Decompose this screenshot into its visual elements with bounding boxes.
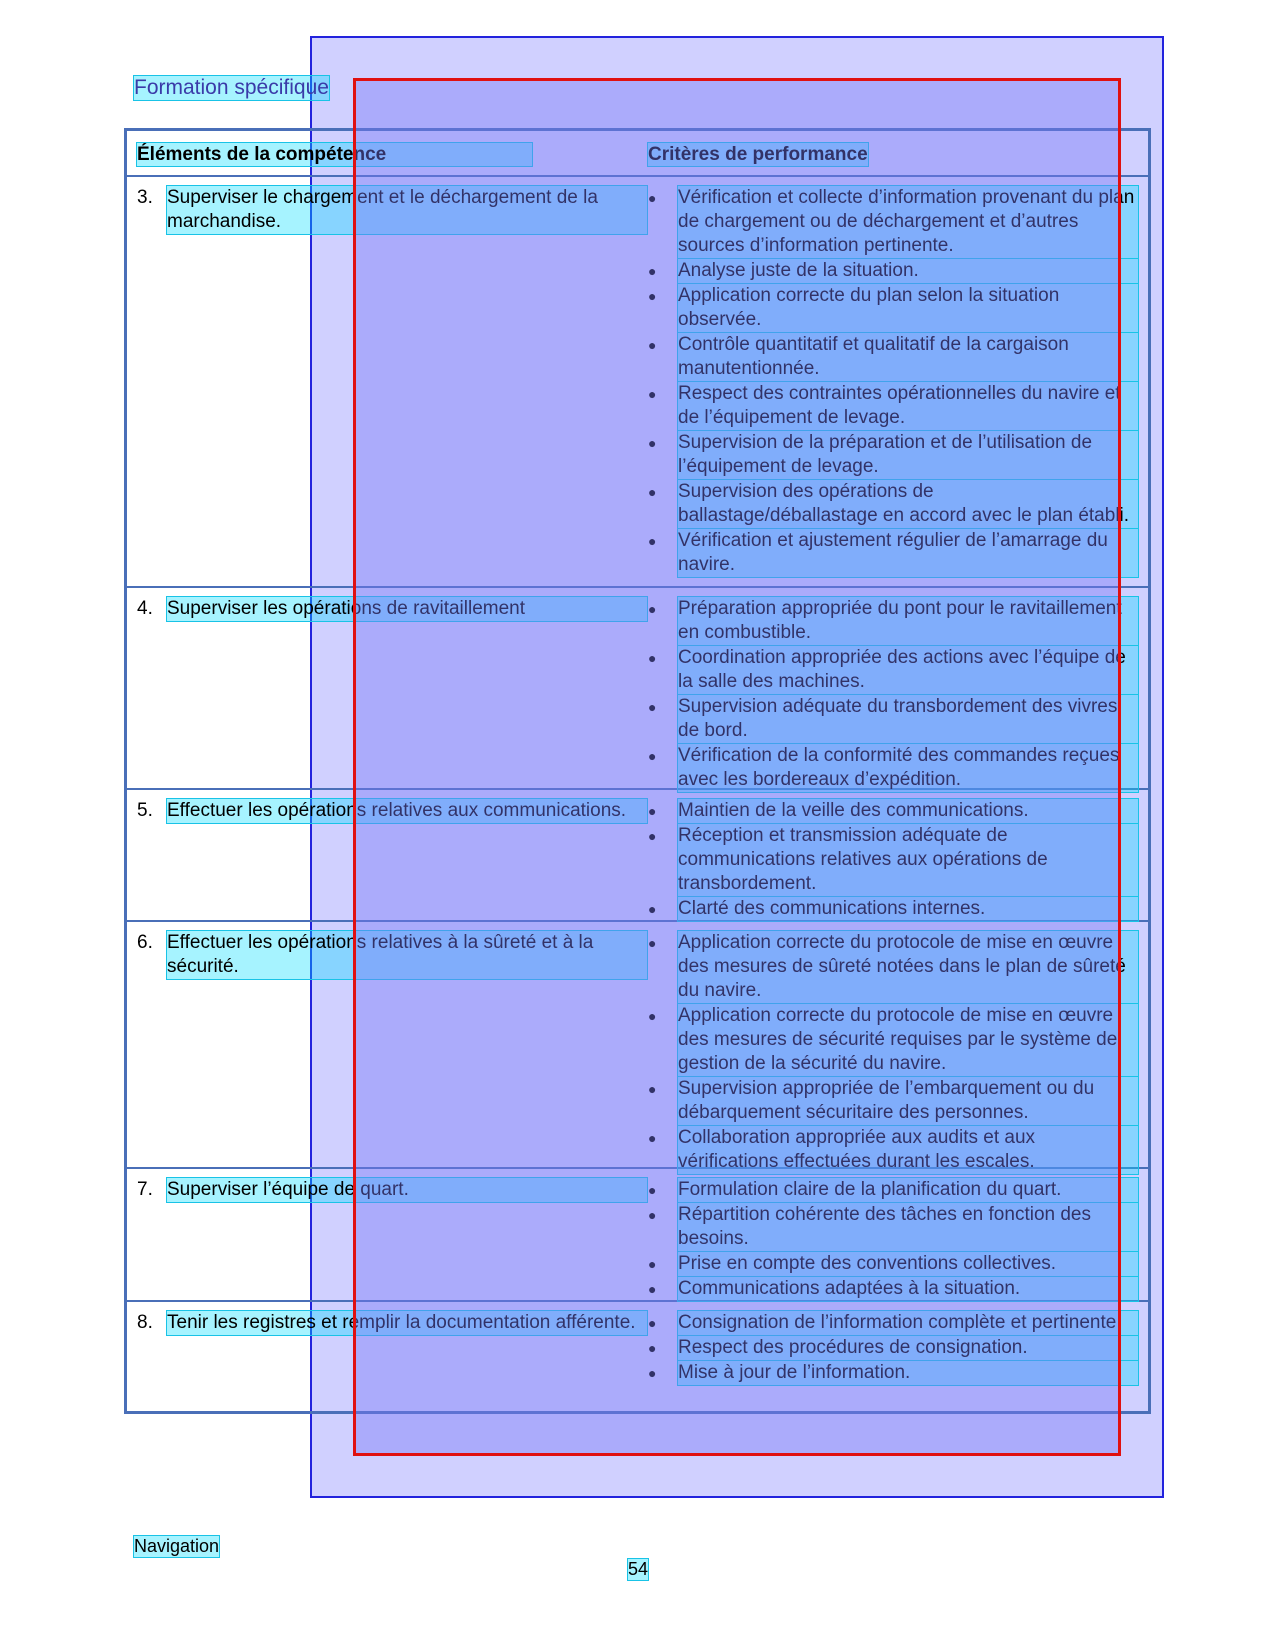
criterion-text: Prise en compte des conventions collectives. [678, 1252, 1138, 1276]
bullet-icon: ● [648, 601, 657, 617]
criterion-text: Maintien de la veille des communications. [678, 799, 1138, 823]
bullet-icon: ● [648, 828, 657, 844]
bullet-icon: ● [648, 699, 657, 715]
element-number: 4. [137, 598, 153, 619]
bullet-icon: ● [648, 386, 657, 402]
element-number: 3. [137, 187, 153, 208]
criterion-text: Supervision adéquate du transbordement des vivres de bord. [678, 695, 1138, 743]
bullet-icon: ● [648, 1008, 657, 1024]
header-elements: Éléments de la compétence [137, 143, 532, 166]
section-title: Formation spécifique [134, 76, 329, 99]
criterion-text: Formulation claire de la planification du quart. [678, 1178, 1138, 1202]
element-text: Superviser le chargement et le déchargement de la marchandise. [167, 186, 647, 234]
criterion-text: Supervision des opérations de ballastage/déballastage en accord avec le plan établi. [678, 480, 1138, 528]
element-number: 5. [137, 800, 153, 821]
criterion-text: Supervision de la préparation et de l’utilisation de l’équipement de levage. [678, 431, 1138, 479]
bullet-icon: ● [648, 748, 657, 764]
bullet-icon: ● [648, 533, 657, 549]
bullet-icon: ● [648, 1281, 657, 1297]
bullet-icon: ● [648, 1315, 657, 1331]
criterion-text: Communications adaptées à la situation. [678, 1277, 1138, 1301]
element-text: Tenir les registres et remplir la documentation afférente. [167, 1311, 647, 1335]
criterion-text: Application correcte du protocole de mise en œuvre des mesures de sûreté notées dans le plan de sûreté du navire. [678, 931, 1138, 1003]
selection-overlay-inner [353, 78, 1121, 1456]
element-text: Effectuer les opérations relatives à la sûreté et à la sécurité. [167, 931, 647, 979]
bullet-icon: ● [648, 288, 657, 304]
criterion-text: Clarté des communications internes. [678, 897, 1138, 921]
criterion-text: Mise à jour de l’information. [678, 1361, 1138, 1385]
bullet-icon: ● [648, 803, 657, 819]
bullet-icon: ● [648, 935, 657, 951]
header-criteria: Critères de performance [648, 144, 868, 165]
criterion-text: Consignation de l’information complète et pertinente. [678, 1311, 1138, 1335]
criterion-text: Application correcte du plan selon la situation observée. [678, 284, 1138, 332]
criterion-text: Supervision appropriée de l’embarquement ou du débarquement sécuritaire des personnes. [678, 1077, 1138, 1125]
criterion-text: Préparation appropriée du pont pour le ravitaillement en combustible. [678, 597, 1138, 645]
criterion-text: Vérification et ajustement régulier de l’amarrage du navire. [678, 529, 1138, 577]
criterion-text: Coordination appropriée des actions avec l’équipe de la salle des machines. [678, 646, 1138, 694]
bullet-icon: ● [648, 1340, 657, 1356]
criterion-text: Vérification de la conformité des commandes reçues avec les bordereaux d’expédition. [678, 744, 1138, 792]
element-text: Effectuer les opérations relatives aux communications. [167, 799, 647, 823]
bullet-icon: ● [648, 263, 657, 279]
criterion-text: Répartition cohérente des tâches en fonction des besoins. [678, 1203, 1138, 1251]
criterion-text: Respect des contraintes opérationnelles du navire et de l’équipement de levage. [678, 382, 1138, 430]
bullet-icon: ● [648, 1182, 657, 1198]
bullet-icon: ● [648, 901, 657, 917]
criterion-text: Contrôle quantitatif et qualitatif de la cargaison manutentionnée. [678, 333, 1138, 381]
bullet-icon: ● [648, 1130, 657, 1146]
page-number: 54 [628, 1559, 649, 1579]
bullet-icon: ● [648, 337, 657, 353]
element-number: 6. [137, 932, 153, 953]
criterion-text: Application correcte du protocole de mise en œuvre des mesures de sécurité requises par le système de gestion de la sécurité du navire. [678, 1004, 1138, 1076]
criterion-text: Réception et transmission adéquate de communications relatives aux opérations de transbordement. [678, 824, 1138, 896]
element-text: Superviser les opérations de ravitaillement [167, 597, 647, 621]
bullet-icon: ● [648, 650, 657, 666]
bullet-icon: ● [648, 1081, 657, 1097]
bullet-icon: ● [648, 484, 657, 500]
element-text: Superviser l’équipe de quart. [167, 1178, 647, 1202]
criterion-text: Collaboration appropriée aux audits et aux vérifications effectuées durant les escales. [678, 1126, 1138, 1174]
navigation-link[interactable]: Navigation [134, 1536, 220, 1556]
element-number: 7. [137, 1179, 153, 1200]
bullet-icon: ● [648, 1365, 657, 1381]
bullet-icon: ● [648, 435, 657, 451]
criterion-text: Respect des procédures de consignation. [678, 1336, 1138, 1360]
bullet-icon: ● [648, 1256, 657, 1272]
criterion-text: Vérification et collecte d’information provenant du plan de chargement ou de déchargement et d’autres sources d’information pertinente. [678, 186, 1138, 258]
bullet-icon: ● [648, 1207, 657, 1223]
element-number: 8. [137, 1312, 153, 1333]
criterion-text: Analyse juste de la situation. [678, 259, 1138, 283]
bullet-icon: ● [648, 190, 657, 206]
